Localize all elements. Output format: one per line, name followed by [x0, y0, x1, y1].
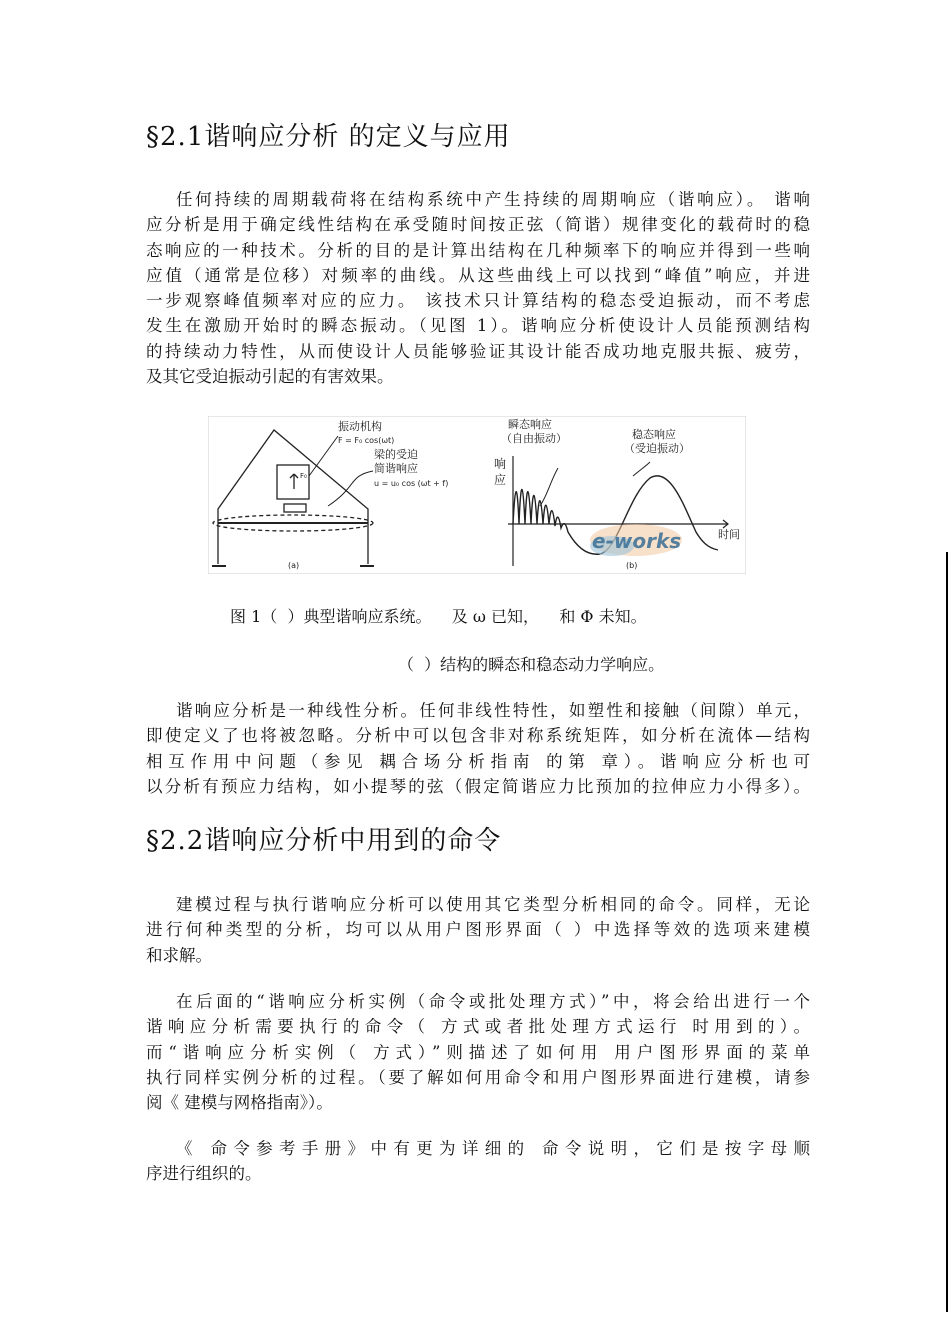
text-line: 和求解。	[146, 945, 212, 965]
figure-label: u = u₀ cos (ωt + f)	[374, 479, 449, 488]
figure-label: F₀	[300, 472, 307, 480]
figure-label: 应	[494, 473, 507, 487]
figure-label: 梁的受迫	[374, 448, 418, 461]
text-line: 建模过程与执行谐响应分析可以使用其它类型分析相同的命令。同样，无论	[176, 895, 810, 914]
text-line: 谐响应分析是一种线性分析。任何非线性特性，如塑性和接触（间隙）单元，	[176, 701, 810, 720]
figure-caption-1: 图 1（ ）典型谐响应系统。 及 ω 已知， 和 Φ 未知。	[230, 607, 647, 626]
figure-label: 振动机构	[338, 420, 382, 433]
figure-label: （受迫振动）	[624, 442, 690, 455]
text-line: 执行同样实例分析的过程。（要了解如何用命令和用户图形界面进行建模，请参	[146, 1067, 810, 1087]
figure-label: (a)	[288, 561, 300, 570]
section-title-2-1: §2.1谐响应分析 的定义与应用	[146, 122, 511, 152]
page-edge-rule	[946, 552, 948, 1312]
section-2-2-paragraph-1	[146, 892, 810, 968]
text-line: 及其它受迫振动引起的有害效果。	[146, 367, 394, 387]
section-2-1-paragraph-1	[146, 187, 810, 389]
section-2-2-paragraph-2	[146, 989, 810, 1115]
figure-label: 时间	[718, 528, 740, 541]
text-line: 而“谐响应分析实例（ 方式）”则描述了如何用 用户图形界面的菜单	[146, 1042, 810, 1062]
text-line: 阅《 建模与网格指南》）。	[146, 1093, 333, 1113]
watermark-logo: e-works	[592, 529, 682, 553]
text-line: 一步观察峰值频率对应的应力。 该技术只计算结构的稳态受迫振动，而不考虑	[146, 291, 810, 311]
text-line: 即使定义了也将被忽略。分析中可以包含非对称系统矩阵，如分析在流体—结构	[146, 726, 810, 746]
figure-label: 稳态响应	[632, 428, 676, 441]
figure-label: F = F₀ cos(ωt)	[338, 436, 395, 445]
text-line: 应值（通常是位移）对频率的曲线。从这些曲线上可以找到“峰值”响应，并进	[146, 265, 810, 285]
text-line: 《 命令参考手册》中有更为详细的 命令说明，它们是按字母顺	[176, 1139, 810, 1158]
text-line: 在后面的“谐响应分析实例（命令或批处理方式）”中，将会给出进行一个	[176, 992, 810, 1011]
section-title-2-2: §2.2谐响应分析中用到的命令	[146, 826, 502, 856]
figure-label: (b)	[626, 561, 638, 570]
text-line: 发生在激励开始时的瞬态振动。（见图 1）。谐响应分析使设计人员能预测结构	[146, 316, 810, 336]
figure-label: 响	[494, 457, 507, 471]
section-2-2-paragraph-3	[146, 1136, 810, 1187]
section-2-1-paragraph-2	[146, 698, 810, 799]
text-line: 态响应的一种技术。分析的目的是计算出结构在几种频率下的响应并得到一些响	[146, 240, 810, 260]
figure-label: （自由振动）	[501, 432, 567, 445]
figure-harmonic-response	[208, 416, 746, 574]
text-line: 序进行组织的。	[146, 1164, 262, 1184]
text-line: 的持续动力特性，从而使设计人员能够验证其设计能否成功地克服共振、疲劳，	[146, 341, 810, 361]
figure-caption-2: （ ）结构的瞬态和稳态动力学响应。	[398, 655, 665, 674]
text-line: 进行何种类型的分析，均可以从用户图形界面（ ）中选择等效的选项来建模	[146, 920, 810, 940]
text-line: 应分析是用于确定线性结构在承受随时间按正弦（简谐）规律变化的载荷时的稳	[146, 215, 810, 235]
text-line: 任何持续的周期载荷将在结构系统中产生持续的周期响应（谐响应）。 谐响	[176, 190, 810, 209]
text-line: 谐响应分析需要执行的命令（ 方式或者批处理方式运行 时用到的）。	[146, 1017, 810, 1037]
text-line: 相互作用中问题（参见 耦合场分析指南 的第 章）。谐响应分析也可	[146, 751, 810, 771]
text-line: 以分析有预应力结构，如小提琴的弦（假定简谐应力比预加的拉伸应力小得多）。	[146, 776, 810, 796]
figure-label: 简谐响应	[374, 462, 418, 475]
figure-label: 瞬态响应	[508, 418, 552, 431]
